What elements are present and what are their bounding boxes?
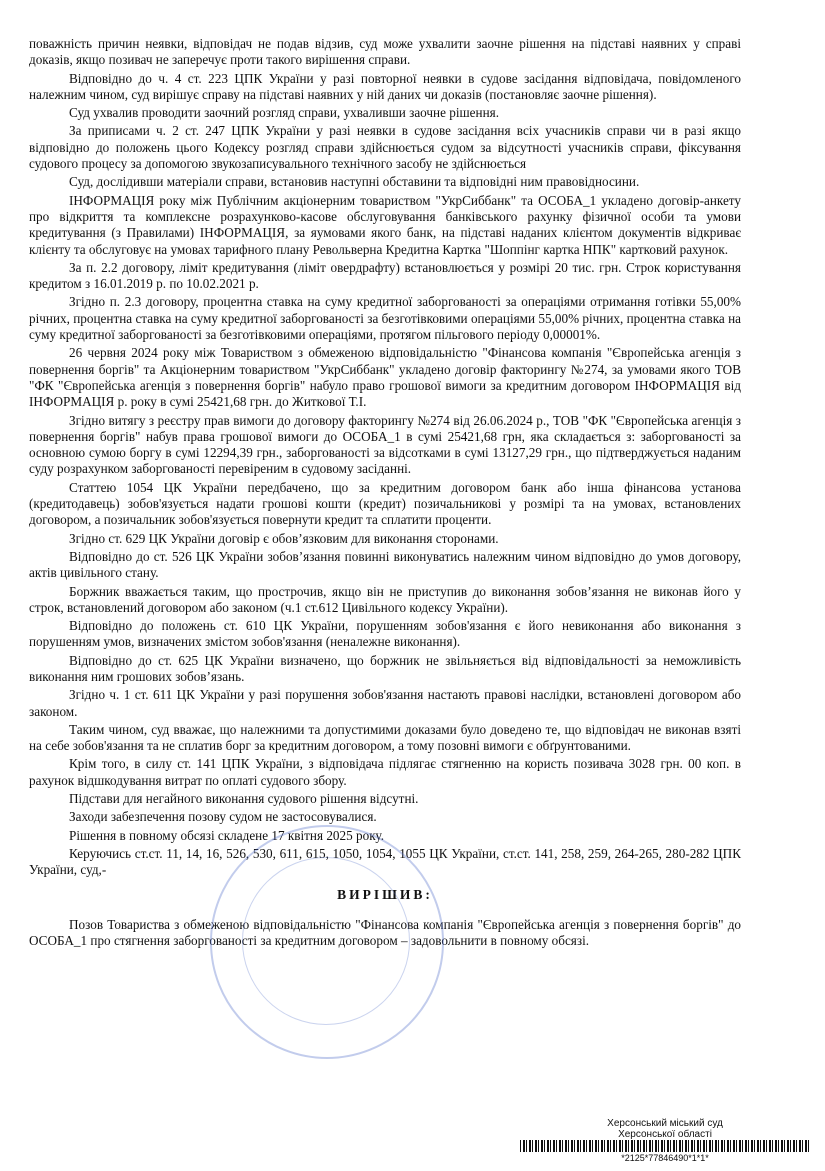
paragraph: Статтею 1054 ЦК України передбачено, що за кредитним договором банк або інша фінансова установа (кредитодавець) зобов'язується надати грошові кошти (кредит) позичальникові у розмірі та на умовах, встановлених договором, а позичальник зобов'язується повернути кредит та сплатити проценти. [29,479,741,528]
paragraph: Рішення в повному обсязі складене 17 квітня 2025 року. [69,827,384,843]
paragraph: Крім того, в силу ст. 141 ЦПК України, з відповідача підлягає стягненню на користь позивача 3028 грн. 00 коп. в рахунок відшкодування витрат по оплаті судового збору. [29,756,741,788]
paragraph: Відповідно до ст. 526 ЦК України зобов’язання повинні виконуватись належним чином відповідно до умов договору, актів цивільного стану. [29,548,741,581]
court-name: Херсонський міський суд [607,1118,723,1129]
paragraph: Підстави для негайного виконання судового рішення відсутні. [69,791,419,807]
court-footer [520,1118,810,1140]
decision-heading: ВИРІШИВ: [337,886,433,902]
court-region: Херсонської області [618,1129,712,1140]
paragraph: Суд ухвалив проводити заочний розгляд справи, ухваливши заочне рішення. [69,105,500,121]
paragraph: 26 червня 2024 року між Товариством з обмеженою відповідальністю "Фінансова компанія "Європейська агенція з повернення боргів" та Акціонерним товариством "УкрСиббанк" укладено договір факторингу №274, за умовами якого ТОВ "ФК "Європейська агенція з повернення боргів" набуло право грошової вимоги за кредитним договором ІНФОРМАЦІЯ від ІНФОРМАЦІЯ р. року в сумі 25421,68 грн. до Житкової Т.І. [29,345,741,410]
paragraph: Заходи забезпечення позову судом не застосовувалися. [69,809,377,825]
body-paragraphs [29,36,741,879]
paragraph: За приписами ч. 2 ст. 247 ЦПК України у разі неявки в судове засідання всіх учасників справи чи в разі якщо відповідно до положень цього Кодексу розгляд справи здійснюється судом за відсутності учасників справи, фіксування судового процесу за допомогою звукозаписувального технічного засобу не здійснюється [29,123,741,172]
document-page [29,36,741,951]
paragraph: Згідно ст. 629 ЦК України договір є обов’язковим для виконання сторонами. [69,530,499,546]
barcode-number: *2125*77846490*1*1* [621,1153,709,1163]
paragraph: Відповідно до положень ст. 610 ЦК України, порушенням зобов'язання є його невиконання або виконання з порушенням умов, визначених змістом зобов'язання (неналежне виконання). [29,618,741,650]
paragraph: Таким чином, суд вважає, що належними та допустимими доказами було доведено те, що відповідач не виконав взяті на себе зобов'язання та не сплатив борг за кредитним договором, а тому позовні вимоги є обґрунтованими. [29,721,741,754]
paragraph: ІНФОРМАЦІЯ року між Публічним акціонерним товариством "УкрСиббанк" та ОСОБА_1 укладено договір-анкету про відкриття та комплексне розрахунково-касове обслуговування банківського рахунку фізичної особи та умови кредитування (з Правилами) ІНФОРМАЦІЯ, за яумовами якого банк, на підставі наданих клієнтом документів відкриває клієнту та обслуговує на умовах тарифного плану Револьверна Кредитна Картка "Шоппінг картка НПК" картковий рахунок. [29,192,741,257]
paragraph: Згідно витягу з реєстру прав вимоги до договору факторингу №274 від 26.06.2024 р., ТОВ "ФК "Європейська агенція з повернення боргів" набув права грошової вимоги до ОСОБА_1 в сумі 25421,68 грн, яка складається з: заборгованості за основною сумою боргу в сумі 12294,39 грн., заборгованості за відсотками в сумі 13127,29 грн., що підтверджується наданим суду розрахунком заборгованості перевіреним в судовому засіданні. [29,412,741,477]
final-paragraph: Позов Товариства з обмеженою відповідальністю "Фінансова компанія "Європейська агенція з повернення боргів" до ОСОБА_1 про стягнення заборгованості за кредитним договором – задовольнити в повному обсязі. [29,916,741,949]
paragraph: За п. 2.2 договору, ліміт кредитування (ліміт овердрафту) встановлюється у розмірі 20 тис. грн. Строк користування кредитом з 16.01.2019 р. по 10.02.2021 р. [29,259,741,292]
paragraph: Відповідно до ч. 4 ст. 223 ЦПК України у разі повторної неявки в судове засідання відповідача, повідомленого належним чином, суд вирішує справу на підставі наявних у ній даних чи доказів (постановляє заочне рішення). [29,70,741,102]
paragraph: Згідно ч. 1 ст. 611 ЦК України у разі порушення зобов'язання настають правові наслідки, встановлені договором або законом. [29,687,741,719]
paragraph: Згідно п. 2.3 договору, процентна ставка на суму кредитної заборгованості за операціями отримання готівки 55,00% річних, процентна ставка на суму кредитної заборгованості за безготівковими операціями 55,00% річних, процентна ставка на суму кредитної заборгованості за безготівковими операціями, протягом пільгового періоду 0,00001%. [29,294,741,343]
paragraph: Керуючись ст.ст. 11, 14, 16, 526, 530, 611, 615, 1050, 1054, 1055 ЦК України, ст.ст. 141, 258, 259, 264-265, 280-282 ЦПК України, суд,- [29,845,741,878]
paragraph: поважність причин неявки, відповідач не подав відзив, суд може ухвалити заочне рішення на підставі наявних у справі доказів, якщо позивач не заперечує проти такого вирішення справи. [29,36,741,68]
barcode [520,1140,810,1152]
paragraph: Боржник вважається таким, що прострочив, якщо він не приступив до виконання зобов’язання не виконав його у строк, встановлений договором або законом (ч.1 ст.612 Цивільного кодексу України). [29,583,741,615]
paragraph: Відповідно до ст. 625 ЦК України визначено, що боржник не звільняється від відповідальності за неможливість виконання ним грошових зобов’язань. [29,652,741,684]
paragraph: Суд, дослідивши матеріали справи, встановив наступні обставини та відповідні ним правовідносини. [69,174,640,190]
